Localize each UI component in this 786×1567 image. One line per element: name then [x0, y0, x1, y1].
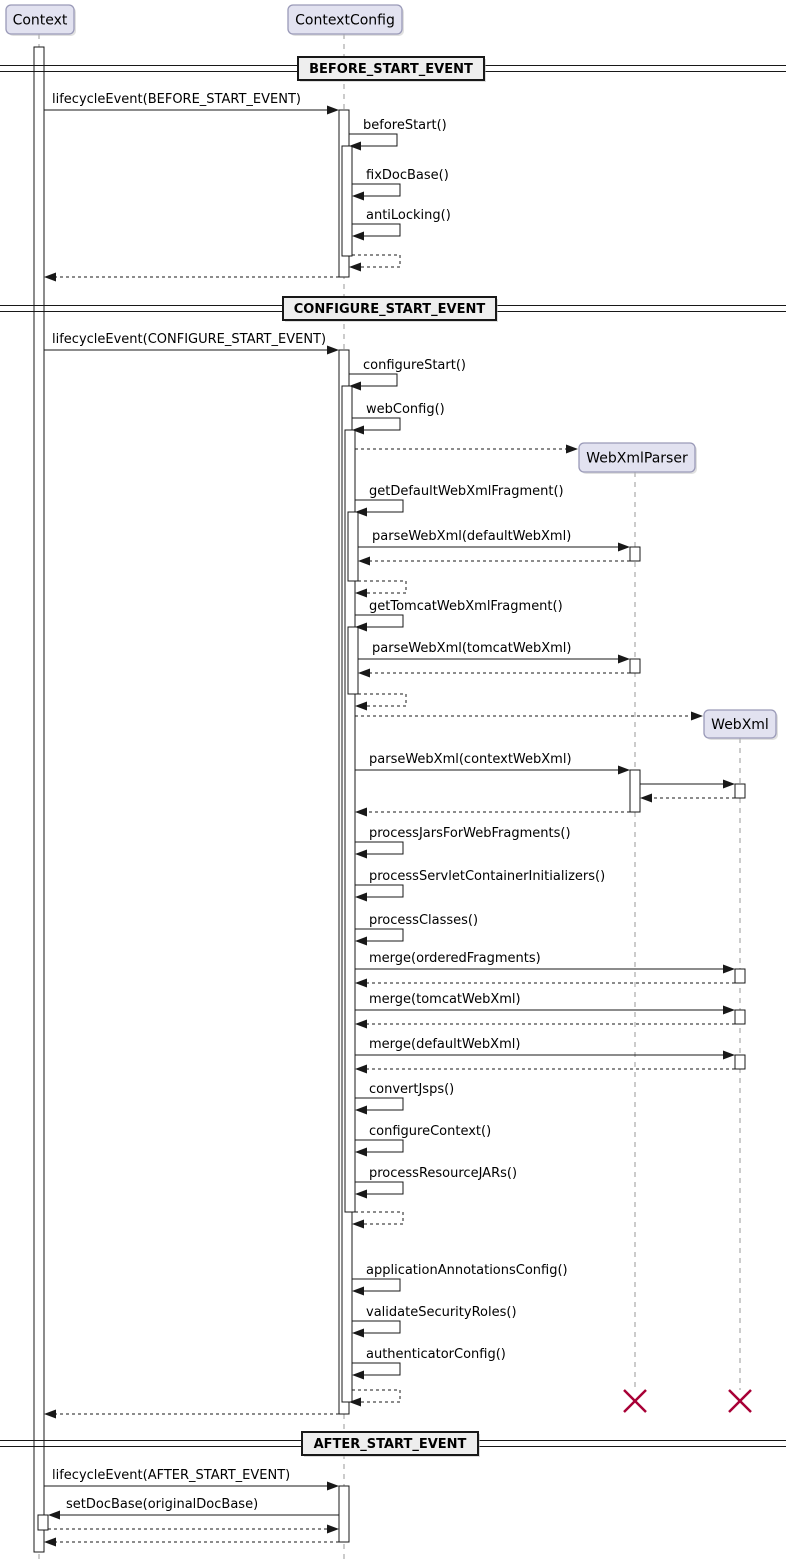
arrowhead-icon [566, 445, 578, 454]
activation-bar [735, 1055, 745, 1069]
arrowhead-icon [327, 346, 339, 355]
divider-label: AFTER_START_EVENT [313, 1437, 467, 1452]
arrowhead-icon [355, 702, 367, 711]
participant-label: Context [12, 12, 68, 29]
message-label: getTomcatWebXmlFragment() [369, 599, 563, 614]
activation-bar [342, 146, 352, 256]
message-label: fixDocBase() [366, 168, 449, 183]
destroy-icon [729, 1390, 751, 1412]
arrowhead-icon [327, 106, 339, 115]
message-label: parseWebXml(contextWebXml) [369, 752, 572, 767]
message-label: processClasses() [369, 913, 479, 928]
message-label: lifecycleEvent(AFTER_START_EVENT) [52, 1468, 291, 1483]
message-label: parseWebXml(tomcatWebXml) [372, 641, 572, 656]
arrowhead-icon [355, 893, 367, 902]
arrowhead-icon [352, 192, 364, 201]
participant-label: WebXmlParser [586, 450, 688, 467]
message-label: lifecycleEvent(CONFIGURE_START_EVENT) [52, 332, 327, 347]
arrowhead-icon [355, 979, 367, 988]
message-label: parseWebXml(defaultWebXml) [372, 529, 572, 544]
arrowhead-icon [358, 557, 370, 566]
arrowhead-icon [352, 1287, 364, 1296]
arrowhead-icon [358, 669, 370, 678]
arrowhead-icon [327, 1482, 339, 1491]
arrowhead-icon [723, 1051, 735, 1060]
arrowhead-icon [44, 273, 56, 282]
arrowhead-icon [44, 1410, 56, 1419]
activation-bar [339, 1486, 349, 1542]
arrowhead-icon [352, 1371, 364, 1380]
participant-label: ContextConfig [295, 12, 395, 29]
arrowhead-icon [355, 850, 367, 859]
message-label: lifecycleEvent(BEFORE_START_EVENT) [52, 92, 301, 107]
message-label: configureStart() [363, 358, 466, 373]
arrowhead-icon [355, 808, 367, 817]
message-label: antiLocking() [366, 208, 451, 223]
arrowhead-icon [349, 263, 361, 272]
divider-label: CONFIGURE_START_EVENT [293, 302, 486, 317]
activation-bar [348, 627, 358, 694]
message-label: merge(defaultWebXml) [369, 1037, 521, 1052]
arrowhead-icon [355, 1106, 367, 1115]
message-label: merge(orderedFragments) [369, 951, 541, 966]
arrowhead-icon [327, 1525, 339, 1534]
arrowhead-icon [618, 543, 630, 552]
activation-bar [735, 969, 745, 983]
arrowhead-icon [48, 1511, 60, 1520]
message-label: beforeStart() [363, 118, 447, 133]
message-label: processServletContainerInitializers() [369, 869, 606, 884]
message-label: authenticatorConfig() [366, 1347, 506, 1362]
divider-label: BEFORE_START_EVENT [309, 62, 473, 77]
activation-bar [630, 659, 640, 673]
activation-bar [630, 547, 640, 561]
message-label: setDocBase(originalDocBase) [66, 1497, 259, 1512]
destroy-icon [624, 1390, 646, 1412]
activation-bar [348, 512, 358, 581]
arrowhead-icon [355, 1065, 367, 1074]
arrowhead-icon [355, 1020, 367, 1029]
arrowhead-icon [691, 712, 703, 721]
arrowhead-icon [723, 1006, 735, 1015]
arrowhead-icon [355, 1148, 367, 1157]
message-label: validateSecurityRoles() [366, 1305, 517, 1320]
message-label: configureContext() [369, 1124, 492, 1139]
participant-label: WebXml [711, 717, 769, 733]
activation-bar [735, 1010, 745, 1024]
arrowhead-icon [355, 1190, 367, 1199]
arrowhead-icon [352, 232, 364, 241]
arrowhead-icon [355, 937, 367, 946]
arrowhead-icon [352, 1220, 364, 1229]
activation-bar [34, 47, 44, 1552]
arrowhead-icon [640, 794, 652, 803]
arrowhead-icon [618, 655, 630, 664]
arrowhead-icon [355, 589, 367, 598]
message-label: applicationAnnotationsConfig() [366, 1263, 568, 1278]
arrowhead-icon [723, 965, 735, 974]
message-label: convertJsps() [369, 1082, 455, 1097]
message-label: processResourceJARs() [369, 1166, 518, 1181]
activation-bar [38, 1515, 48, 1530]
message-label: webConfig() [366, 402, 445, 417]
message-label: getDefaultWebXmlFragment() [369, 484, 564, 499]
arrowhead-icon [723, 780, 735, 789]
message-label: merge(tomcatWebXml) [369, 992, 521, 1007]
activation-bar [735, 784, 745, 798]
arrowhead-icon [352, 1329, 364, 1338]
message-label: processJarsForWebFragments() [369, 826, 571, 841]
arrowhead-icon [618, 766, 630, 775]
arrowhead-icon [44, 1538, 56, 1547]
activation-bar [630, 770, 640, 812]
